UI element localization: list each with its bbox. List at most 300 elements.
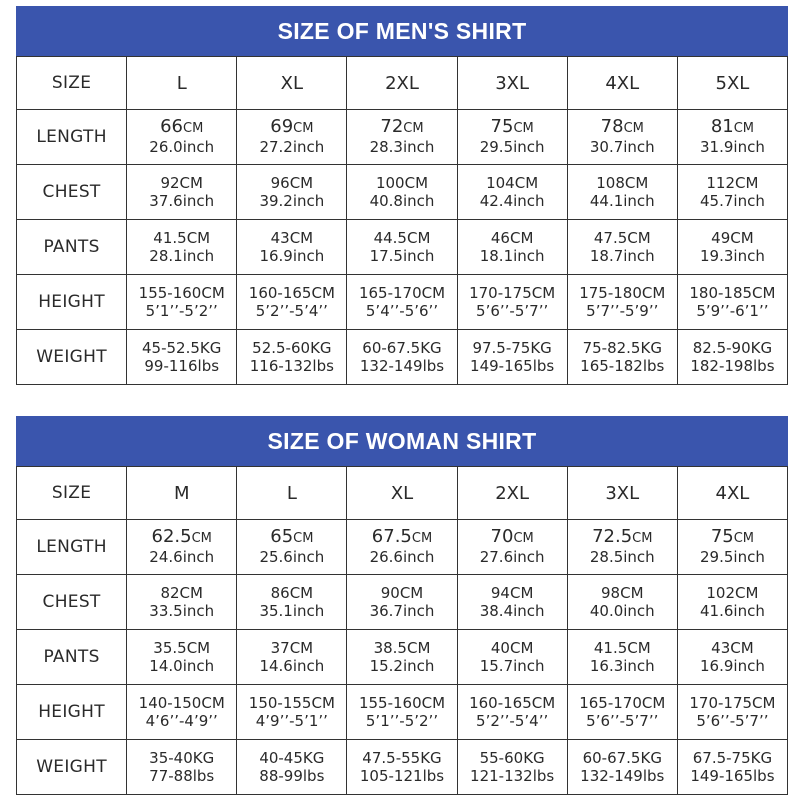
imperial-value: 5’6’’-5’7’’: [696, 712, 769, 730]
measurement-cell: [347, 330, 457, 385]
metric-unit: KG: [420, 339, 442, 357]
weight-row: [17, 740, 788, 795]
chest-row: [17, 165, 788, 220]
metric-value: [678, 118, 787, 138]
metric-unit: CM: [733, 531, 755, 546]
metric-unit: CM: [183, 121, 204, 136]
metric-value: [678, 749, 787, 767]
height-row: [17, 275, 788, 330]
metric-number: 65: [270, 526, 294, 547]
metric-number: 72: [380, 116, 404, 137]
metric-value: [568, 639, 677, 657]
metric-value: [237, 284, 346, 302]
metric-value: [127, 284, 236, 302]
imperial-value: 4’9’’-5’1’’: [255, 712, 328, 730]
metric-value: [127, 584, 236, 602]
metric-value: [678, 639, 787, 657]
metric-value: [237, 749, 346, 767]
measurement-cell: [567, 220, 677, 275]
size-header-row: [17, 467, 788, 520]
imperial-value: 29.5inch: [479, 138, 545, 156]
measurement-cell: [677, 220, 787, 275]
metric-number: 81: [710, 116, 734, 137]
metric-value: [347, 694, 456, 712]
imperial-value: 28.1inch: [149, 247, 215, 265]
metric-value: [678, 694, 787, 712]
imperial-value: 121-132lbs: [470, 767, 555, 785]
imperial-value: 88-99lbs: [259, 767, 325, 785]
metric-unit: CM: [201, 284, 225, 302]
size-column-header: 3XL: [457, 57, 567, 110]
metric-number: 43: [711, 639, 731, 657]
metric-value: [127, 229, 236, 247]
imperial-value: 132-149lbs: [359, 357, 445, 375]
imperial-value: 27.6inch: [479, 548, 545, 566]
imperial-value: 5’6’’-5’7’’: [476, 302, 549, 320]
metric-value: [568, 694, 677, 712]
measurement-cell: [677, 685, 787, 740]
metric-unit: CM: [531, 694, 556, 712]
height-row-label: HEIGHT: [17, 275, 127, 330]
metric-number: 41.5: [593, 639, 628, 657]
metric-number: 82: [160, 584, 180, 602]
metric-unit: KG: [192, 749, 215, 767]
metric-value: [347, 174, 456, 192]
measurement-cell: [347, 220, 457, 275]
measurement-cell: [237, 220, 347, 275]
mens-size-table: [16, 6, 788, 385]
imperial-value: 40.0inch: [589, 602, 655, 620]
measurement-cell: [677, 520, 787, 575]
measurement-cell: [237, 630, 347, 685]
metric-value: [458, 639, 567, 657]
imperial-value: 132-149lbs: [580, 767, 665, 785]
metric-unit: CM: [513, 121, 534, 136]
imperial-value: 14.6inch: [259, 657, 325, 675]
imperial-value: 182-198lbs: [690, 357, 775, 375]
metric-number: 44.5: [373, 229, 407, 247]
weight-row-label: WEIGHT: [17, 740, 127, 795]
metric-number: 112: [706, 174, 736, 192]
womens-size-grid: [16, 466, 788, 795]
imperial-value: 35.1inch: [259, 602, 325, 620]
size-column-header: M: [127, 467, 237, 520]
metric-unit: CM: [531, 284, 556, 302]
metric-number: 155-160: [358, 694, 422, 712]
metric-unit: CM: [406, 639, 431, 657]
imperial-value: 25.6inch: [259, 548, 325, 566]
imperial-value: 26.0inch: [149, 138, 215, 156]
metric-unit: CM: [293, 531, 314, 546]
imperial-value: 165-182lbs: [580, 357, 665, 375]
imperial-value: 44.1inch: [589, 192, 655, 210]
metric-unit: CM: [641, 694, 666, 712]
metric-unit: KG: [199, 339, 222, 357]
mens-size-grid: [16, 56, 788, 385]
pants-row: [17, 630, 788, 685]
imperial-value: 31.9inch: [700, 138, 765, 156]
imperial-value: 37.6inch: [149, 192, 215, 210]
metric-number: 97.5-75: [472, 339, 531, 357]
metric-number: 38.5: [373, 639, 407, 657]
metric-unit: KG: [640, 749, 662, 767]
metric-value: [127, 694, 236, 712]
metric-number: 40: [490, 639, 510, 657]
measurement-cell: [237, 275, 347, 330]
measurement-cell: [567, 110, 677, 165]
metric-value: [678, 339, 787, 357]
size-row-label: SIZE: [17, 467, 127, 520]
metric-value: [458, 339, 567, 357]
measurement-cell: [347, 575, 457, 630]
metric-unit: CM: [421, 694, 446, 712]
metric-number: 37: [270, 639, 290, 657]
measurement-cell: [347, 165, 457, 220]
metric-value: [127, 528, 236, 548]
metric-number: 67.5-75: [692, 749, 751, 767]
metric-number: 92: [160, 174, 180, 192]
imperial-value: 45.7inch: [700, 192, 765, 210]
metric-value: [458, 528, 567, 548]
metric-value: [678, 284, 787, 302]
metric-number: 66: [160, 116, 184, 137]
metric-value: [568, 284, 677, 302]
imperial-value: 77-88lbs: [149, 767, 215, 785]
metric-number: 175-180: [579, 284, 642, 302]
metric-value: [347, 229, 456, 247]
metric-unit: KG: [310, 339, 332, 357]
metric-number: 165-170: [358, 284, 422, 302]
metric-unit: CM: [620, 584, 644, 602]
imperial-value: 29.5inch: [700, 548, 765, 566]
metric-value: [127, 749, 236, 767]
metric-number: 150-155: [248, 694, 312, 712]
imperial-value: 18.7inch: [589, 247, 655, 265]
metric-unit: CM: [730, 229, 754, 247]
metric-unit: CM: [404, 174, 429, 192]
height-row: [17, 685, 788, 740]
imperial-value: 5’1’’-5’2’’: [145, 302, 218, 320]
measurement-cell: [457, 685, 567, 740]
imperial-value: 17.5inch: [369, 247, 435, 265]
metric-value: [347, 118, 456, 138]
metric-unit: CM: [735, 174, 759, 192]
metric-number: 70: [490, 526, 514, 547]
size-column-header: 2XL: [457, 467, 567, 520]
metric-number: 35.5: [153, 639, 187, 657]
metric-value: [237, 229, 346, 247]
metric-number: 155-160: [138, 284, 202, 302]
metric-number: 100: [375, 174, 405, 192]
measurement-cell: [237, 685, 347, 740]
measurement-cell: [457, 520, 567, 575]
imperial-value: 38.4inch: [479, 602, 545, 620]
measurement-cell: [457, 110, 567, 165]
metric-number: 98: [601, 584, 621, 602]
metric-number: 165-170: [579, 694, 642, 712]
size-column-header: 3XL: [567, 467, 677, 520]
womens-size-table: [16, 416, 788, 795]
pants-row-label: PANTS: [17, 630, 127, 685]
metric-unit: CM: [509, 639, 534, 657]
measurement-cell: [677, 740, 787, 795]
measurement-cell: [127, 520, 237, 575]
metric-value: [568, 584, 677, 602]
measurement-cell: [677, 165, 787, 220]
metric-number: 75-82.5: [582, 339, 641, 357]
metric-number: 160-165: [248, 284, 312, 302]
imperial-value: 4’6’’-4’9’’: [145, 712, 218, 730]
metric-unit: KG: [640, 339, 662, 357]
metric-number: 60-67.5: [582, 749, 641, 767]
metric-value: [458, 118, 567, 138]
metric-unit: CM: [641, 284, 666, 302]
metric-unit: KG: [302, 749, 325, 767]
metric-number: 60-67.5: [362, 339, 421, 357]
measurement-cell: [567, 165, 677, 220]
measurement-cell: [677, 275, 787, 330]
metric-unit: CM: [293, 121, 314, 136]
metric-value: [568, 229, 677, 247]
metric-unit: CM: [289, 174, 314, 192]
measurement-cell: [237, 330, 347, 385]
metric-unit: CM: [403, 121, 424, 136]
metric-value: [678, 584, 787, 602]
metric-value: [347, 284, 456, 302]
size-column-header: 4XL: [567, 57, 677, 110]
metric-unit: CM: [514, 174, 539, 192]
measurement-cell: [127, 630, 237, 685]
metric-unit: CM: [311, 694, 335, 712]
metric-unit: CM: [623, 121, 644, 136]
length-row: [17, 520, 788, 575]
measurement-cell: [457, 630, 567, 685]
metric-unit: CM: [733, 121, 755, 136]
imperial-value: 5’9’’-6’1’’: [696, 302, 769, 320]
measurement-cell: [237, 575, 347, 630]
weight-row-label: WEIGHT: [17, 330, 127, 385]
size-column-header: 2XL: [347, 57, 457, 110]
metric-value: [237, 584, 346, 602]
measurement-cell: [567, 330, 677, 385]
metric-value: [237, 339, 346, 357]
imperial-value: 30.7inch: [589, 138, 655, 156]
imperial-value: 99-116lbs: [144, 357, 220, 375]
metric-number: 78: [600, 116, 624, 137]
imperial-value: 5’1’’-5’2’’: [365, 712, 439, 730]
metric-value: [127, 118, 236, 138]
metric-value: [678, 229, 787, 247]
metric-number: 94: [490, 584, 510, 602]
metric-unit: CM: [406, 229, 431, 247]
metric-number: 90: [380, 584, 400, 602]
metric-number: 86: [270, 584, 290, 602]
pants-row: [17, 220, 788, 275]
measurement-cell: [237, 165, 347, 220]
size-column-header: 5XL: [677, 57, 787, 110]
measurement-cell: [567, 740, 677, 795]
measurement-cell: [347, 740, 457, 795]
imperial-value: 105-121lbs: [359, 767, 445, 785]
metric-value: [237, 528, 346, 548]
measurement-cell: [677, 630, 787, 685]
imperial-value: 14.0inch: [149, 657, 215, 675]
metric-unit: CM: [627, 639, 651, 657]
metric-unit: CM: [627, 229, 651, 247]
metric-unit: CM: [509, 584, 534, 602]
metric-value: [347, 749, 456, 767]
metric-unit: KG: [750, 749, 773, 767]
measurement-cell: [567, 520, 677, 575]
metric-value: [678, 174, 787, 192]
measurement-cell: [127, 220, 237, 275]
mens-table-title: SIZE OF MEN'S SHIRT: [16, 6, 788, 56]
measurement-cell: [347, 275, 457, 330]
metric-unit: CM: [421, 284, 446, 302]
metric-value: [347, 339, 456, 357]
metric-number: 47.5-55: [362, 749, 421, 767]
imperial-value: 16.9inch: [259, 247, 325, 265]
metric-value: [347, 528, 456, 548]
measurement-cell: [347, 520, 457, 575]
metric-unit: CM: [289, 639, 314, 657]
imperial-value: 42.4inch: [479, 192, 545, 210]
metric-unit: CM: [632, 531, 653, 546]
metric-number: 170-175: [469, 284, 532, 302]
imperial-value: 41.6inch: [700, 602, 765, 620]
metric-number: 35-40: [149, 749, 193, 767]
imperial-value: 33.5inch: [149, 602, 215, 620]
metric-unit: CM: [411, 531, 433, 546]
metric-unit: KG: [530, 339, 552, 357]
measurement-cell: [567, 685, 677, 740]
imperial-value: 40.8inch: [369, 192, 435, 210]
metric-value: [237, 694, 346, 712]
metric-value: [347, 584, 456, 602]
metric-value: [458, 284, 567, 302]
measurement-cell: [457, 575, 567, 630]
womens-table-title: SIZE OF WOMAN SHIRT: [16, 416, 788, 466]
metric-number: 102: [706, 584, 736, 602]
metric-unit: CM: [399, 584, 424, 602]
chest-row: [17, 575, 788, 630]
size-column-header: XL: [237, 57, 347, 110]
metric-number: 69: [270, 116, 294, 137]
imperial-value: 116-132lbs: [249, 357, 334, 375]
imperial-value: 16.9inch: [700, 657, 765, 675]
metric-value: [458, 584, 567, 602]
measurement-cell: [237, 520, 347, 575]
metric-number: 96: [270, 174, 290, 192]
metric-value: [458, 229, 567, 247]
measurement-cell: [457, 740, 567, 795]
weight-row: [17, 330, 788, 385]
metric-number: 40-45: [259, 749, 303, 767]
metric-value: [347, 639, 456, 657]
metric-unit: CM: [191, 531, 212, 546]
metric-unit: CM: [509, 229, 534, 247]
measurement-cell: [127, 330, 237, 385]
metric-number: 41.5: [153, 229, 187, 247]
imperial-value: 5’7’’-5’9’’: [586, 302, 659, 320]
measurement-cell: [567, 575, 677, 630]
metric-unit: CM: [624, 174, 649, 192]
measurement-cell: [457, 220, 567, 275]
metric-unit: KG: [523, 749, 545, 767]
pants-row-label: PANTS: [17, 220, 127, 275]
metric-number: 47.5: [593, 229, 628, 247]
size-row-label: SIZE: [17, 57, 127, 110]
imperial-value: 27.2inch: [259, 138, 325, 156]
metric-value: [127, 339, 236, 357]
metric-number: 82.5-90: [692, 339, 751, 357]
imperial-value: 24.6inch: [149, 548, 215, 566]
metric-number: 46: [490, 229, 510, 247]
metric-number: 49: [711, 229, 731, 247]
metric-unit: CM: [186, 229, 211, 247]
length-row-label: LENGTH: [17, 110, 127, 165]
measurement-cell: [567, 275, 677, 330]
measurement-cell: [677, 110, 787, 165]
metric-value: [568, 749, 677, 767]
measurement-cell: [567, 630, 677, 685]
metric-number: 104: [486, 174, 515, 192]
metric-unit: CM: [289, 584, 314, 602]
metric-number: 43: [270, 229, 290, 247]
measurement-cell: [127, 110, 237, 165]
metric-value: [568, 339, 677, 357]
metric-value: [237, 118, 346, 138]
metric-number: 160-165: [469, 694, 532, 712]
imperial-value: 149-165lbs: [690, 767, 775, 785]
imperial-value: 15.7inch: [479, 657, 545, 675]
metric-number: 75: [710, 526, 734, 547]
metric-number: 52.5-60: [252, 339, 311, 357]
metric-unit: CM: [730, 639, 754, 657]
imperial-value: 18.1inch: [479, 247, 545, 265]
metric-unit: CM: [752, 284, 776, 302]
metric-value: [458, 694, 567, 712]
metric-value: [568, 118, 677, 138]
metric-unit: KG: [750, 339, 773, 357]
metric-number: 72.5: [592, 526, 633, 547]
metric-number: 55-60: [479, 749, 524, 767]
measurement-cell: [677, 575, 787, 630]
length-row: [17, 110, 788, 165]
imperial-value: 5’2’’-5’4’’: [476, 712, 549, 730]
height-row-label: HEIGHT: [17, 685, 127, 740]
measurement-cell: [127, 275, 237, 330]
metric-value: [237, 174, 346, 192]
metric-number: 75: [490, 116, 514, 137]
imperial-value: 39.2inch: [259, 192, 325, 210]
metric-number: 45-52.5: [142, 339, 200, 357]
size-column-header: 4XL: [677, 467, 787, 520]
metric-value: [678, 528, 787, 548]
size-column-header: L: [237, 467, 347, 520]
metric-unit: CM: [735, 584, 759, 602]
imperial-value: 19.3inch: [700, 247, 765, 265]
imperial-value: 26.6inch: [369, 548, 435, 566]
imperial-value: 149-165lbs: [470, 357, 555, 375]
length-row-label: LENGTH: [17, 520, 127, 575]
imperial-value: 5’2’’-5’4’’: [255, 302, 328, 320]
metric-value: [127, 639, 236, 657]
metric-unit: CM: [513, 531, 534, 546]
metric-value: [127, 174, 236, 192]
metric-number: 170-175: [689, 694, 753, 712]
imperial-value: 28.5inch: [589, 548, 655, 566]
